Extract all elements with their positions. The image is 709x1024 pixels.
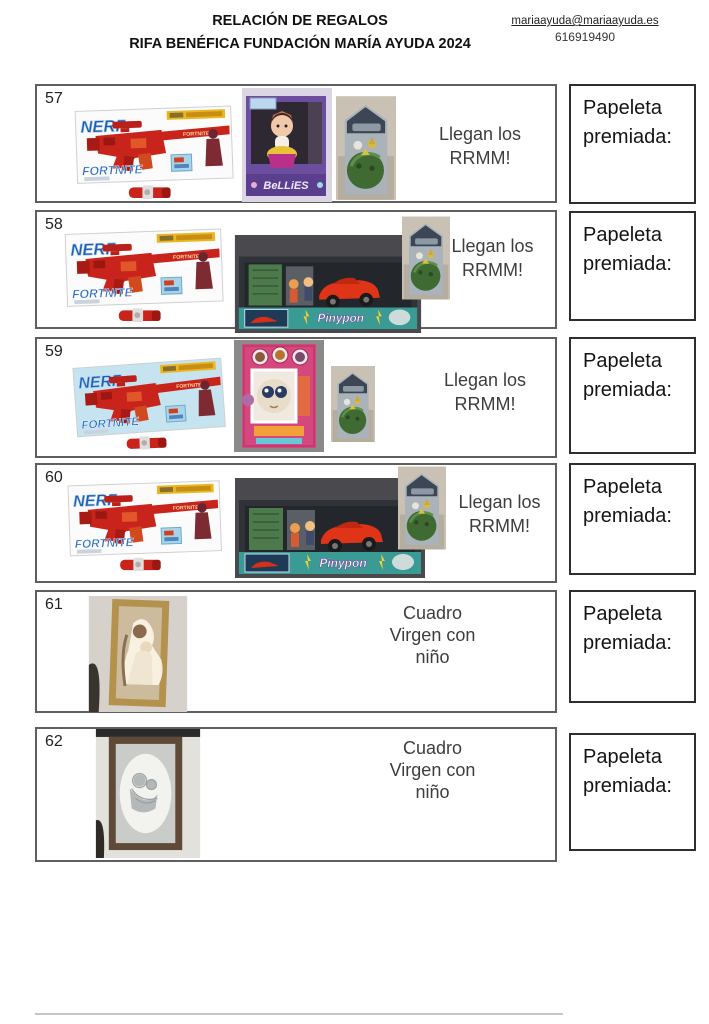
prize-label: Papeleta premiada:	[583, 476, 672, 527]
gift-photo-mini-figure-pack	[328, 366, 378, 442]
gift-photo-nerf-fortnite-box	[66, 347, 237, 453]
gift-photo-nerf-fortnite-box	[62, 218, 232, 323]
gift-photo-mini-figure-pack	[336, 96, 396, 200]
contact-block	[500, 15, 670, 44]
gift-photo-pinypon-action-box	[233, 235, 423, 333]
next-row-top-border	[35, 1013, 563, 1015]
gift-photo-plush-pink-box	[233, 340, 325, 452]
row-number: 60	[45, 469, 63, 486]
prize-label: Papeleta premiada:	[583, 224, 672, 275]
contact-phone: 616919490	[554, 30, 616, 44]
row-number: 61	[45, 596, 63, 613]
prize-label: Papeleta premiada:	[583, 350, 672, 401]
prize-label: Papeleta premiada:	[583, 746, 672, 797]
page-title-line1: RELACIÓN DE REGALOS	[212, 13, 388, 29]
gift-description: Cuadro Virgen con niño	[389, 603, 476, 667]
prize-box-61	[569, 590, 696, 703]
gift-description: Llegan los RRMM!	[451, 236, 534, 280]
page-title	[60, 10, 540, 56]
row-number: 59	[45, 343, 63, 360]
prize-label: Papeleta premiada:	[583, 97, 672, 148]
gift-description: Llegan los RRMM!	[443, 370, 527, 414]
gift-photo-nerf-fortnite-box	[72, 95, 242, 200]
gift-description: Llegan los RRMM!	[438, 124, 522, 168]
page-title-line2: RIFA BENÉFICA FUNDACIÓN MARÍA AYUDA 2024	[129, 36, 471, 52]
prize-label: Papeleta premiada:	[583, 603, 672, 654]
gift-photo-gold-framed-painting	[88, 596, 188, 712]
prize-box-57	[569, 84, 696, 204]
gift-description: Llegan los RRMM!	[458, 492, 541, 536]
prize-box-59	[569, 337, 696, 454]
prize-box-60	[569, 463, 696, 575]
gift-photo-dark-framed-drawing	[95, 729, 201, 858]
contact-email-link[interactable]: mariaayuda@mariaayuda.es	[511, 15, 659, 27]
prize-box-62	[569, 733, 696, 851]
row-number: 62	[45, 733, 63, 750]
gift-photo-bellies-doll-box	[242, 88, 332, 202]
gift-photo-nerf-fortnite-box	[65, 470, 230, 572]
prize-box-58	[569, 211, 696, 321]
row-number: 58	[45, 216, 63, 233]
gift-description: Cuadro Virgen con niño	[389, 738, 476, 802]
row-number: 57	[45, 90, 63, 107]
